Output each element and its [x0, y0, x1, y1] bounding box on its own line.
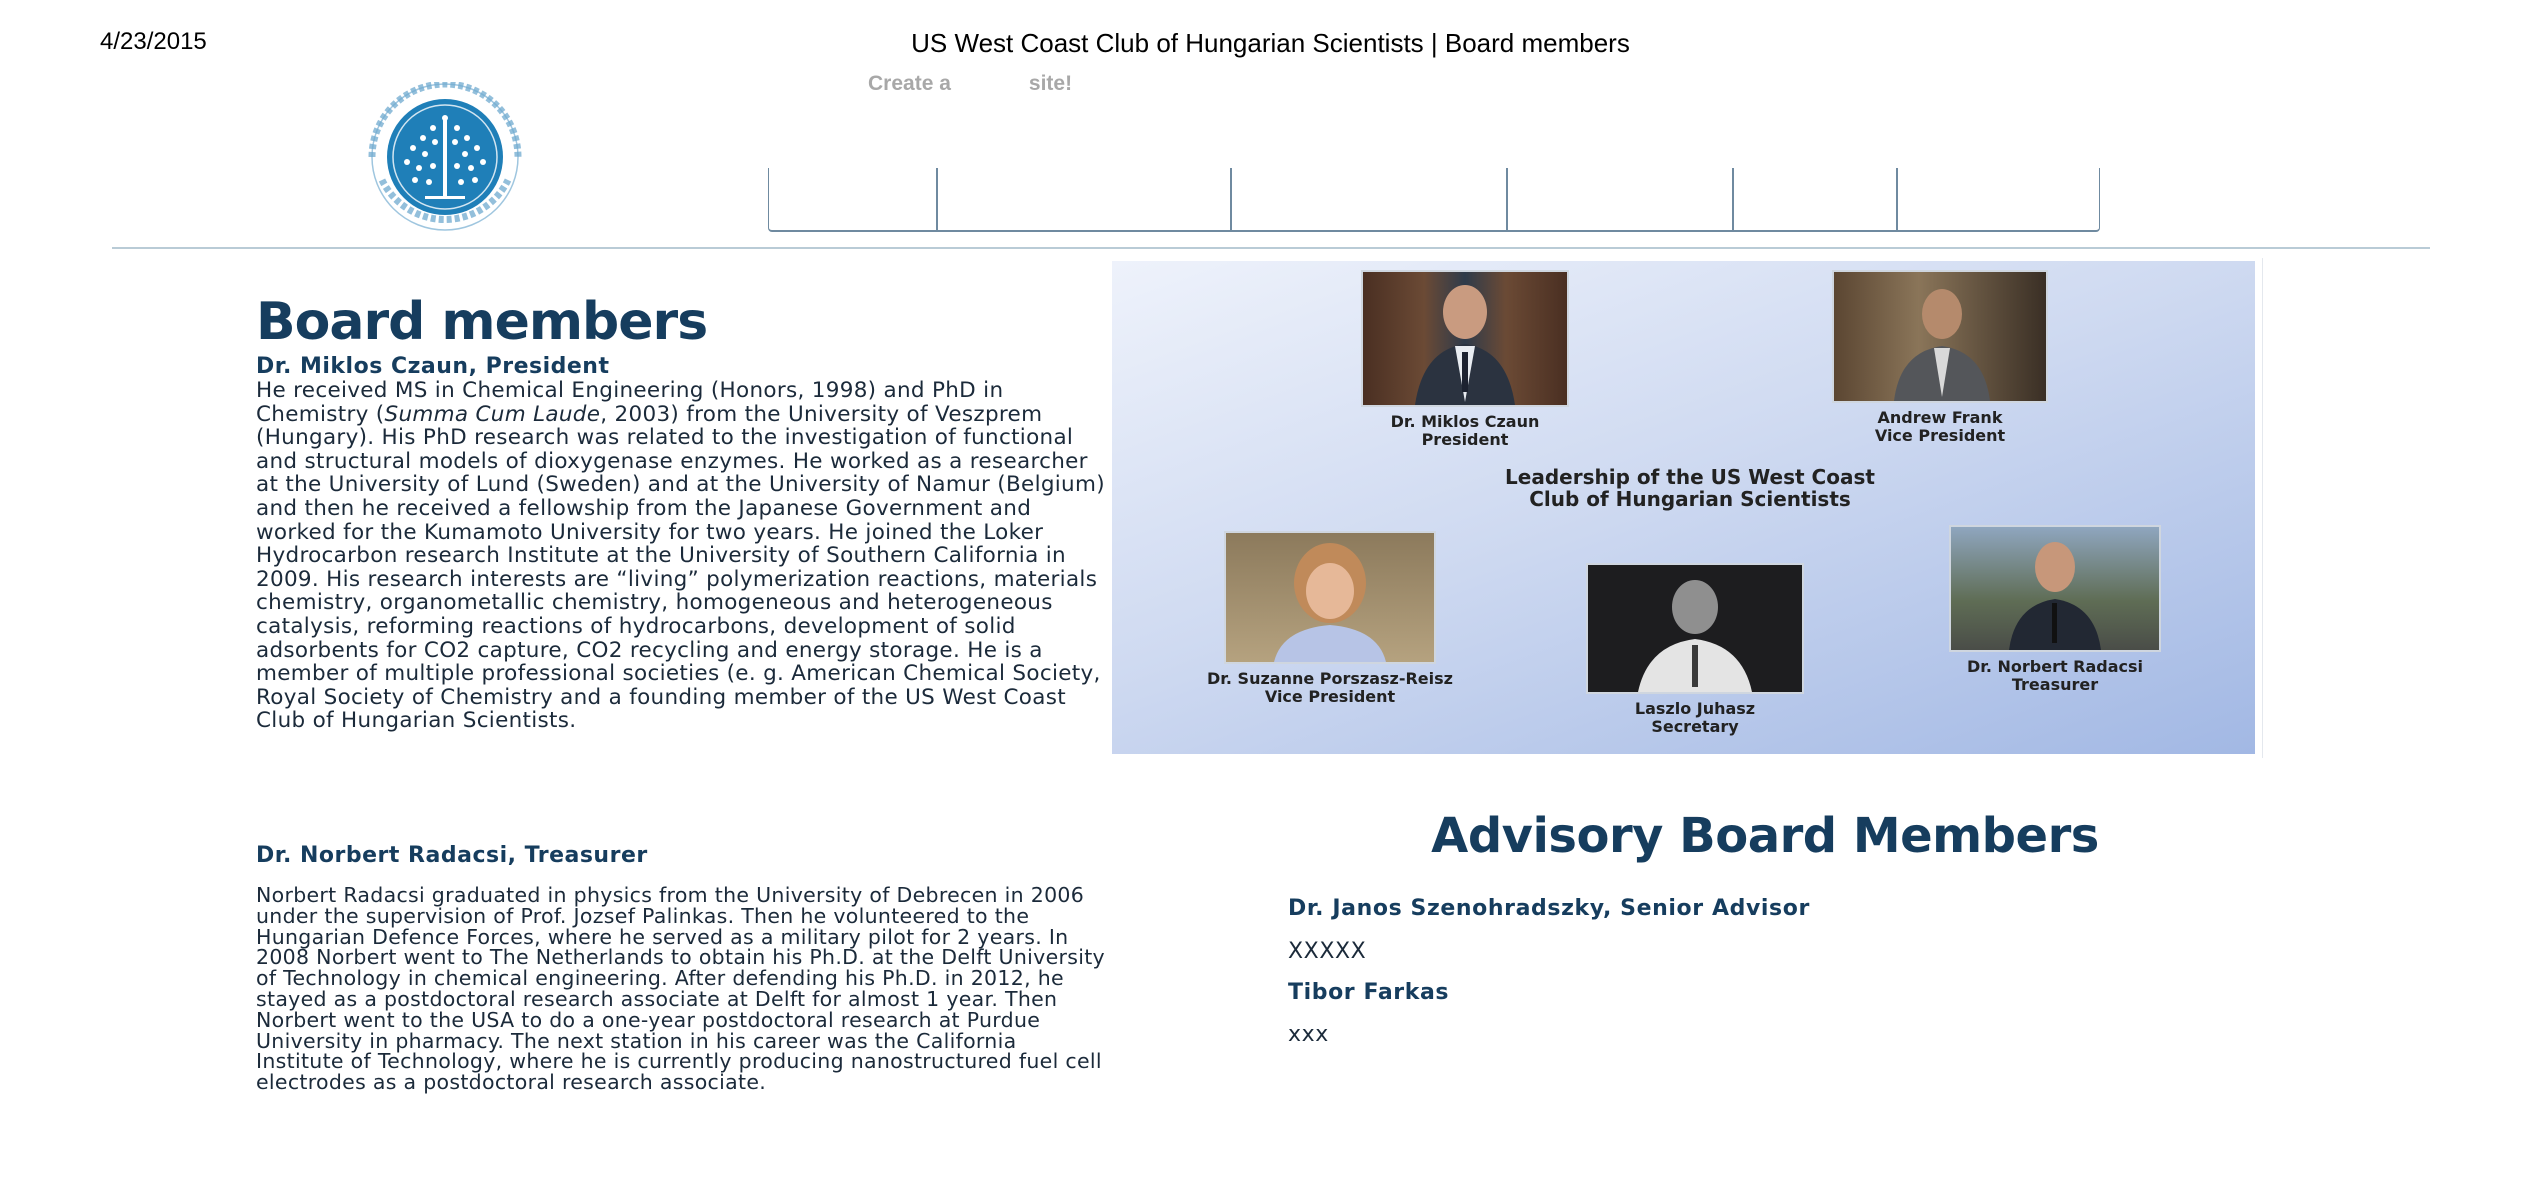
portrait-photo	[1832, 270, 2048, 403]
member-czaun	[256, 354, 1106, 733]
portrait-photo	[1586, 563, 1804, 694]
advisor-text: XXXXX	[1288, 939, 1367, 964]
nav-tab-4[interactable]	[1732, 168, 1734, 230]
club-seal-icon	[325, 82, 565, 232]
header-divider	[112, 247, 2430, 249]
nav-tab-5[interactable]	[1896, 168, 1898, 230]
advisor-name: Tibor Farkas	[1288, 980, 1450, 1005]
print-page-title: US West Coast Club of Hungarian Scientists | Board members	[911, 28, 1630, 58]
portrait-photo	[1224, 531, 1436, 664]
member-radacsi	[256, 843, 1106, 868]
create-site-banner[interactable]	[868, 72, 1072, 96]
leader-czaun: Dr. Miklos Czaun President	[1320, 270, 1610, 449]
nav-tab-2[interactable]	[1230, 168, 1232, 230]
advisor-name: Dr. Janos Szenohradszky, Senior Advisor	[1288, 896, 1810, 921]
member-bio: He received MS in Chemical Engineering (Honors, 1998) and PhD in Chemistry (Summa Cum Laude, 2003) from the University of Veszprem (Hungary). His PhD research was related to the investigation of functional and structural models of dioxygenase enzymes. He worked as a researcher at the University of Lund (Sweden) and at the University of Namur (Belgium) and then he received a fellowship from the Japanese Government and worked for the Kumamoto University for two years. He joined the Loker Hydrocarbon research Institute at the University of Southern California in 2009. His research interests are “living” polymerization reactions, materials chemistry, organometallic chemistry, homogeneous and heterogeneous catalysis, reforming reactions of hydrocarbons, development of solid adsorbents for CO2 capture, CO2 recycling and energy storage. He is a member of multiple professional societies (e. g. American Chemical Society, Royal Society of Chemistry and a founding member of the US West Coast Club of Hungarian Scientists.	[256, 378, 1105, 734]
leadership-caption: Leadership of the US West Coast Club of Hungarian Scientists	[1505, 465, 1875, 511]
create-a-text: Create a	[868, 72, 951, 95]
panel-edge	[2262, 258, 2263, 758]
page-heading: Board members	[256, 292, 708, 352]
portrait-photo	[1361, 270, 1569, 407]
leader-radacsi: Dr. Norbert Radacsi Treasurer	[1915, 525, 2195, 694]
print-date: 4/23/2015	[100, 28, 207, 55]
member-name: Dr. Norbert Radacsi, Treasurer	[256, 843, 648, 868]
member-bio: Norbert Radacsi graduated in physics from the University of Debrecen in 2006 under the supervision of Prof. Jozsef Palinkas. Then he volunteered to the Hungarian Defence Forces, where he served as a military pilot for 2 years. In 2008 Norbert went to The Netherlands to obtain his Ph.D. at the Delft University of Technology in chemical engineering. After defending his Ph.D. in 2012, he stayed as a postdoctoral research associate at Delft for almost 1 year. Then Norbert went to the USA to do a one-year postdoctoral research at Purdue University in pharmacy. The next station in his career was the California Institute of Technology, where he is currently producing nanostructured fuel cell electrodes as a postdoctoral research associate.	[256, 883, 1105, 1095]
nav-tab-1[interactable]	[936, 168, 938, 230]
leader-porszasz-reisz: Dr. Suzanne Porszasz-Reisz Vice President	[1195, 531, 1465, 706]
advisory-heading: Advisory Board Members	[1431, 808, 2099, 864]
site-text: site!	[1028, 72, 1073, 95]
nav-tab-3[interactable]	[1506, 168, 1508, 230]
advisor-text: xxx	[1288, 1022, 1329, 1047]
member-name: Dr. Miklos Czaun, President	[256, 354, 610, 379]
main-nav	[768, 168, 2100, 232]
portrait-photo	[1949, 525, 2161, 652]
leader-frank: Andrew Frank Vice President	[1800, 270, 2080, 445]
leader-juhasz: Laszlo Juhasz Secretary	[1560, 563, 1830, 736]
member-radacsi-bio-block	[256, 885, 1106, 1093]
club-logo[interactable]	[325, 82, 565, 232]
